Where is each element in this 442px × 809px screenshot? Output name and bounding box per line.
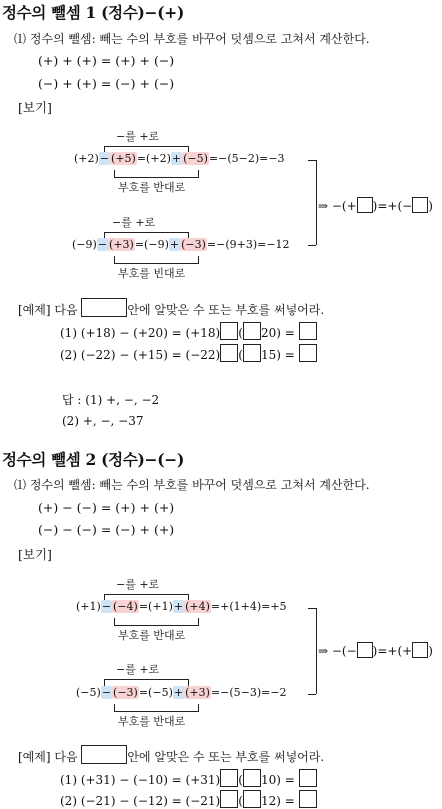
- ex-bottom-label: 부호를 반대로: [118, 629, 186, 642]
- sign-highlight: (+3): [185, 686, 210, 699]
- answer-box: [357, 197, 373, 213]
- sign-highlight: (−3): [113, 686, 138, 699]
- section1-title: 정수의 뺄셈 1 (정수)−(+): [2, 3, 184, 22]
- example-equation: (+1)− (−4)=(+1)+ (+4)=+(1+4)=+5: [76, 600, 287, 613]
- ex-top-label: −를 +로: [112, 216, 156, 229]
- plus-highlight: +: [173, 600, 184, 613]
- example-equation: (−5)− (−3)=(−5)+ (+3)=−(5−3)=−2: [76, 686, 287, 699]
- ex-top-label: −를 +로: [116, 130, 160, 143]
- sign-highlight: (−4): [113, 600, 138, 613]
- answer-input-box[interactable]: [299, 769, 317, 787]
- section1-rule: [14, 30, 370, 47]
- rule-summary: ⇒ −(− )=+(+ ): [318, 644, 433, 658]
- sign-highlight: (+3): [109, 238, 134, 251]
- rule-text: 정수의 뺄셈: 빼는 수의 부호를 바꾸어 덧셈으로 고쳐서 계산한다.: [29, 478, 370, 492]
- section1-eq1: (+) + (+) = (+) + (−): [38, 53, 175, 68]
- sign-input-box[interactable]: [220, 790, 238, 808]
- sign-highlight: (+4): [185, 600, 210, 613]
- practice-problem-2: (2) (−22) − (+15) = (−22) ( 15) =: [60, 344, 317, 362]
- sign-input-box[interactable]: [243, 344, 261, 362]
- practice-problem-2: (2) (−21) − (−12) = (−21) ( 12) =: [60, 790, 317, 808]
- practice-problem-1: (1) (+31) − (−10) = (+31) ( 10) =: [60, 769, 317, 787]
- answer-input-box[interactable]: [299, 344, 317, 362]
- practice-problem-1: (1) (+18) − (+20) = (+18) ( 20) =: [60, 322, 317, 340]
- section1-eq2: (−) + (+) = (−) + (−): [38, 76, 175, 91]
- practice-instruction: [예제] 다음 안에 알맞은 수 또는 부호를 써넣어라.: [18, 298, 324, 318]
- minus-highlight: −: [101, 600, 112, 613]
- rule-text: 정수의 뺄셈: 빼는 수의 부호를 바꾸어 덧셈으로 고쳐서 계산한다.: [29, 32, 370, 46]
- answer-line-1: 답 : (1) +, −, −2: [62, 393, 160, 407]
- rule-summary: ⇒ −(+ )=+(− ): [318, 199, 433, 213]
- plus-highlight: +: [173, 686, 184, 699]
- minus-highlight: −: [101, 686, 112, 699]
- sign-highlight: (−5): [183, 152, 208, 165]
- section2-title: 정수의 뺄셈 2 (정수)−(−): [2, 450, 184, 469]
- sign-highlight: (+5): [111, 152, 136, 165]
- sign-highlight: (−3): [181, 238, 206, 251]
- ex-bottom-label: 부호를 빈대로: [118, 267, 186, 280]
- sign-input-box[interactable]: [220, 322, 238, 340]
- blank-box: [81, 298, 127, 317]
- example-equation: (+2)− (+5)=(+2)+ (−5)=−(5−2)=−3: [74, 152, 285, 165]
- plus-highlight: +: [171, 152, 182, 165]
- sign-input-box[interactable]: [220, 344, 238, 362]
- sign-input-box[interactable]: [220, 769, 238, 787]
- section2-bogi-label: [보기]: [18, 547, 52, 562]
- sign-input-box[interactable]: [243, 769, 261, 787]
- example-equation: (−9)− (+3)=(−9)+ (−3)=−(9+3)=−12: [72, 238, 290, 251]
- minus-highlight: −: [97, 238, 108, 251]
- ex-top-label: −를 +로: [116, 663, 160, 676]
- sign-input-box[interactable]: [243, 790, 261, 808]
- answer-box: [357, 642, 373, 658]
- answer-box: [412, 642, 428, 658]
- answer-box: [412, 197, 428, 213]
- ex-bottom-label: 부호를 반대로: [118, 715, 186, 728]
- answer-line-2: (2) +, −, −37: [62, 414, 144, 428]
- answer-input-box[interactable]: [299, 322, 317, 340]
- section2-eq2: (−) − (−) = (−) + (+): [38, 522, 175, 537]
- answer-input-box[interactable]: [299, 790, 317, 808]
- minus-highlight: −: [99, 152, 110, 165]
- ex-top-label: −를 +로: [116, 578, 160, 591]
- section1-bogi-label: [보기]: [18, 100, 52, 115]
- section2-eq1: (+) − (−) = (+) + (+): [38, 500, 175, 515]
- rule-marker: ⑴: [14, 478, 27, 492]
- section2-rule: [14, 476, 370, 493]
- rule-marker: ⑴: [14, 32, 27, 46]
- blank-box: [81, 745, 127, 764]
- sign-input-box[interactable]: [243, 322, 261, 340]
- ex-bottom-label: 부호를 반대로: [118, 181, 186, 194]
- practice-instruction: [예제] 다음 안에 알맞은 수 또는 부호를 써넣어라.: [18, 745, 324, 765]
- plus-highlight: +: [169, 238, 180, 251]
